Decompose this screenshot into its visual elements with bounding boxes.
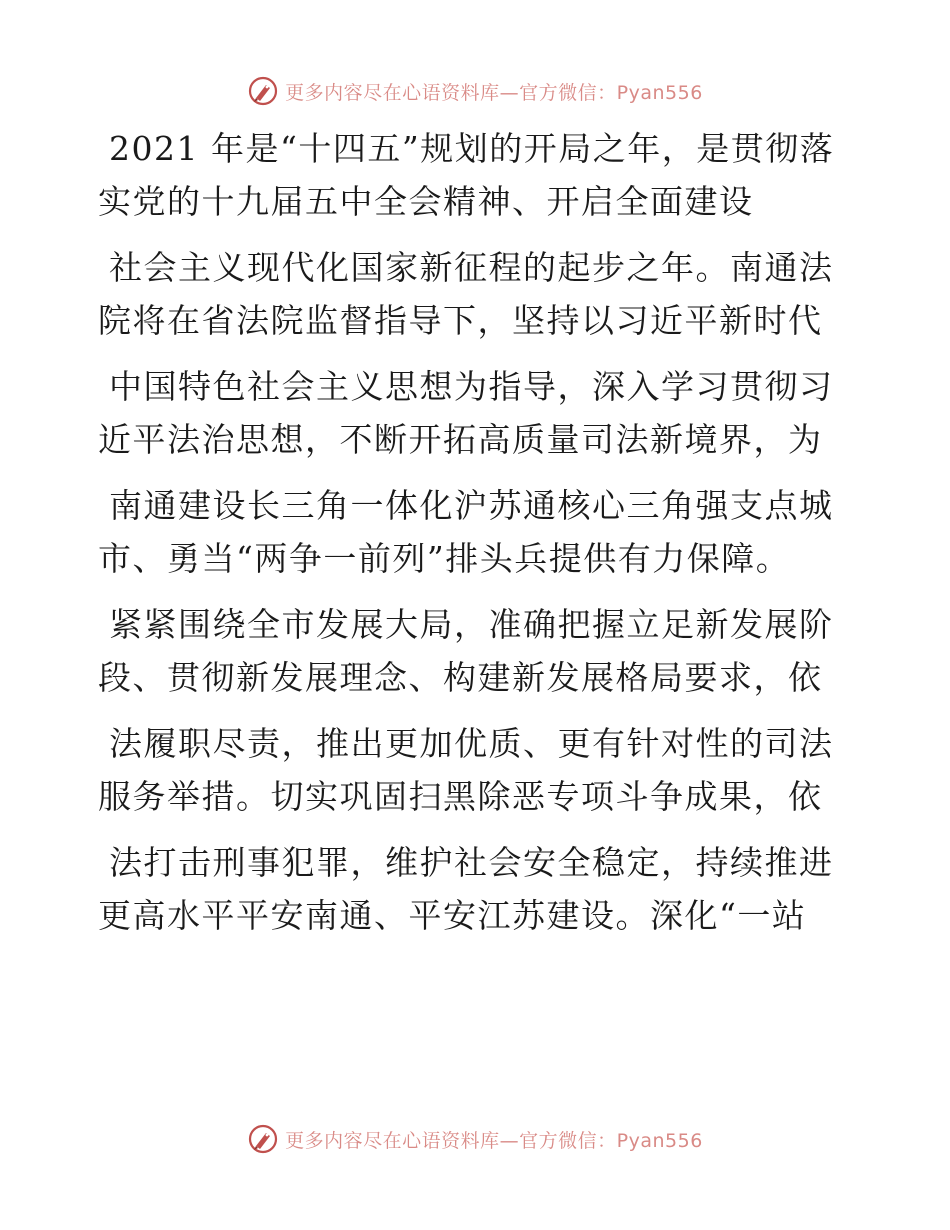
body-text (98, 122, 838, 942)
text-line: 法打击刑事犯罪，维护社会安全稳定，持续推进 (109, 843, 834, 882)
text-line: 近平法治思想，不断开拓高质量司法新境界，为 (98, 420, 823, 459)
text-line: 南通建设长三角一体化沪苏通核心三角强支点城 (109, 486, 834, 525)
text-line: 实党的十九届五中全会精神、开启全面建设 (98, 182, 754, 221)
text-line: 更高水平平安南通、平安江苏建设。深化“一站 (98, 896, 807, 935)
text-line: 市、勇当“两争一前列”排头兵提供有力保障。 (98, 539, 791, 578)
text-line: 段、贯彻新发展理念、构建新发展格局要求，依 (98, 658, 823, 697)
text-line: 紧紧围绕全市发展大局，准确把握立足新发展阶 (109, 605, 834, 644)
text-line: 院将在省法院监督指导下，坚持以习近平新时代 (98, 301, 823, 340)
footer-watermark (0, 1119, 950, 1159)
text-line: 2021 年是“十四五”规划的开局之年，是贯彻落 (109, 129, 835, 168)
text-line: 法履职尽责，推出更加优质、更有针对性的司法 (109, 724, 834, 763)
text-line: 社会主义现代化国家新征程的起步之年。南通法 (109, 248, 834, 287)
header-watermark (0, 71, 950, 111)
text-line: 中国特色社会主义思想为指导，深入学习贯彻习 (109, 367, 834, 406)
pen-nib-logo-icon (247, 1123, 279, 1155)
watermark-text: 更多内容尽在心语资料库—官方微信：Pyan556 (285, 1129, 703, 1152)
watermark-text: 更多内容尽在心语资料库—官方微信：Pyan556 (285, 81, 703, 104)
pen-nib-logo-icon (247, 75, 279, 107)
text-line: 服务举措。切实巩固扫黑除恶专项斗争成果，依 (98, 777, 823, 816)
